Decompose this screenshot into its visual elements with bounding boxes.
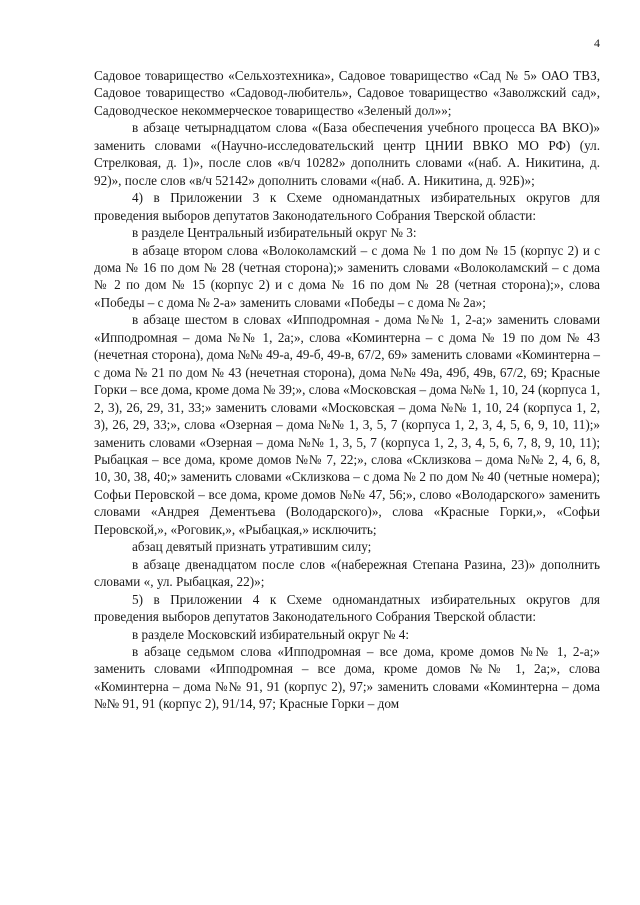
- paragraph-abzac-2: в абзаце втором слова «Волоколамский – с дома № 1 по дом № 15 (корпус 2) и с дома № 16 по дом № 28 (четная сторона);» заменить словами «Волоколамский – с дома № 2 по дом № 15 (корпус 2) и с дома № 16 по дом № 28 (четная сторона);», слова «Победы – с дома № 2-а» заменить словами «Победы – с дома № 2а»;: [94, 242, 600, 310]
- paragraph-abzac-9: абзац девятый признать утратившим силу;: [132, 539, 372, 555]
- paragraph-item-4: 4) в Приложении 3 к Схеме одномандатных избирательных округов для проведения выборов депутатов Законодательного Собрания Тверской области:: [94, 190, 600, 223]
- paragraph-section-central: в разделе Центральный избирательный округ № 3:: [132, 225, 417, 241]
- page-number: 4: [594, 36, 600, 50]
- paragraph-abzac-12: в абзаце двенадцатом после слов «(набережная Степана Разина, 23)» дополнить словами «, ул. Рыбацкая, 22)»;: [94, 556, 600, 590]
- paragraph-abzac-14: в абзаце четырнадцатом слова «(База обеспечения учебного процесса ВА ВКО)» заменить словами «(Научно-исследовательский центр ЦНИИ ВВКО МО РФ) (ул. Стрелковая, д. 1)», после слов «в/ч 10282» дополнить словами «(наб. А. Никитина, д. 92)», после слов «в/ч 52142» дополнить словами «(наб. А. Никитина, д. 92Б)»;: [94, 120, 600, 188]
- paragraph-section-moscow: в разделе Московский избирательный округ № 4:: [132, 626, 410, 642]
- document-body: [94, 67, 600, 713]
- paragraph-gardening-list: Садовое товарищество «Сельхозтехника», Садовое товарищество «Сад № 5» ОАО ТВЗ, Садовое товарищество «Садовод-любитель», Садовое товарищество «Заволжский сад», Садоводческое некоммерческое товарищество «Зеленый дол»»;: [94, 68, 600, 118]
- paragraph-abzac-7: в абзаце седьмом слова «Ипподромная – все дома, кроме домов №№ 1, 2-а;» заменить словами «Ипподромная – все дома, кроме домов №№ 1, 2а;», слова «Коминтерна – дома №№ 91, 91 (корпус 2), 97;» заменить словами «Коминтерна – дома №№ 91, 91 (корпус 2), 91/14, 97; Красные Горки – дом: [94, 643, 600, 712]
- paragraph-item-5: 5) в Приложении 4 к Схеме одномандатных избирательных округов для проведения выборов депутатов Законодательного Собрания Тверской области:: [94, 591, 600, 625]
- paragraph-abzac-6: в абзаце шестом в словах «Ипподромная - дома №№ 1, 2-а;» заменить словами «Ипподромная – дома №№ 1, 2а;», слова «Коминтерна – с дома № 19 по дом № 43 (нечетная сторона), дома №№ 49-а, 49-б, 49-в, 67/2, 69» заменить словами «Коминтерна – с дома № 21 по дом № 43 (нечетная сторона), дома №№ 49а, 49б, 49в, 67/2, 69; Красные Горки – все дома, кроме дома № 39;», слова «Московская – дома №№ 1, 10, 24 (корпуса 1, 2, 3), 26, 29, 31, 33;» заменить словами «Московская – дома №№ 1, 10, 24 (корпуса 1, 2, 3), 26, 29, 33;», слова «Озерная – дома №№ 1, 3, 5, 7 (корпуса 1, 2, 3, 4, 5, 6, 9, 10, 11);» заменить словами «Озерная – дома №№ 1, 3, 5, 7 (корпуса 1, 2, 3, 4, 5, 6, 7, 8, 9, 10, 11); Рыбацкая – все дома, кроме домов №№ 7, 22;», слова «Склизкова – дома №№ 2, 4, 6, 8, 10, 30, 38, 40;» заменить словами «Склизкова – с дома № 2 по дом № 40 (четные номера); Софьи Перовской – все дома, кроме домов №№ 47, 56;», слово «Володарского» заменить словами «Андрея Дементьева (Володарского)», слова «Красные Горки,», «Софьи Перовской,», «Роговик,», «Рыбацкая,» исключить;: [94, 312, 600, 537]
